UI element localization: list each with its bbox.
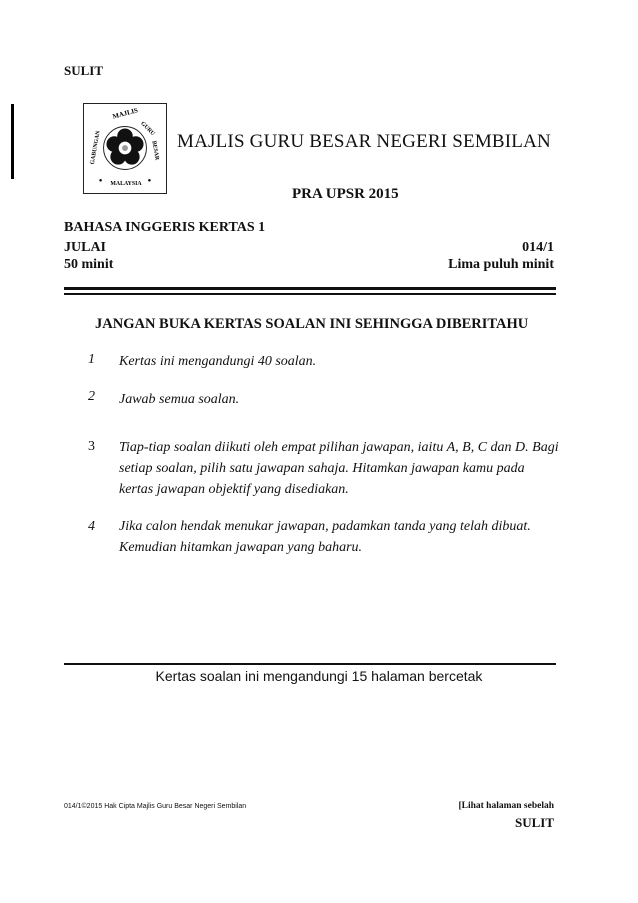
instruction-text: Jika calon hendak menukar jawapan, padamkan tanda yang telah dibuat. Kemudian hitamkan jawapan yang baharu. (119, 519, 531, 555)
logo-text-right: BESAR (150, 140, 160, 161)
logo-text-top: MAJLIS (111, 107, 139, 121)
logo-text-top-right: GURU (139, 120, 156, 138)
footer-copyright: 014/1©2015 Hak Cipta Majlis Guru Besar Negeri Sembilan (64, 803, 247, 810)
divider-thin (64, 293, 556, 295)
instruction-number: 4 (88, 519, 95, 534)
instruction-number: 1 (88, 352, 95, 367)
duration-label: 50 minit (64, 257, 114, 272)
logo-text-bottom: MALAYSIA (110, 181, 142, 188)
divider-bottom (64, 663, 556, 665)
instruction-number: 3 (88, 439, 95, 454)
org-logo (83, 103, 167, 194)
paper-code: 014/1 (522, 240, 554, 255)
page-count-note: Kertas soalan ini mengandungi 15 halaman bercetak (155, 668, 483, 684)
instruction-text: Kertas ini mengandungi 40 soalan. (119, 354, 317, 369)
sulit-label-bottom: SULIT (514, 815, 554, 830)
margin-bar (11, 104, 14, 179)
footer-next-page: [Lihat halaman sebelah (458, 801, 554, 811)
logo-text-left: GABUNGAN (89, 130, 102, 165)
instruction-number: 2 (88, 389, 95, 404)
instruction-text: Jawab semua soalan. (119, 392, 240, 407)
duration-words: Lima puluh minit (448, 257, 554, 272)
org-title: MAJLIS GURU BESAR NEGERI SEMBILAN (177, 131, 551, 152)
subject-label: BAHASA INGGERIS KERTAS 1 (64, 220, 266, 235)
exam-title: PRA UPSR 2015 (292, 186, 399, 202)
logo-emblem-icon (84, 104, 166, 193)
divider-thick (64, 287, 556, 290)
sulit-label-top: SULIT (64, 63, 104, 78)
instruction-text: Tiap-tiap soalan diikuti oleh empat pilihan jawapan, iaitu A, B, C dan D. Bagi setiap soalan, pilih satu jawapan sahaja. Hitamkan jawapan kamu pada kertas jawapan objektif yang disediakan. (119, 440, 559, 497)
month-label: JULAI (64, 240, 107, 255)
warning-heading: JANGAN BUKA KERTAS SOALAN INI SEHINGGA DIBERITAHU (95, 316, 529, 332)
